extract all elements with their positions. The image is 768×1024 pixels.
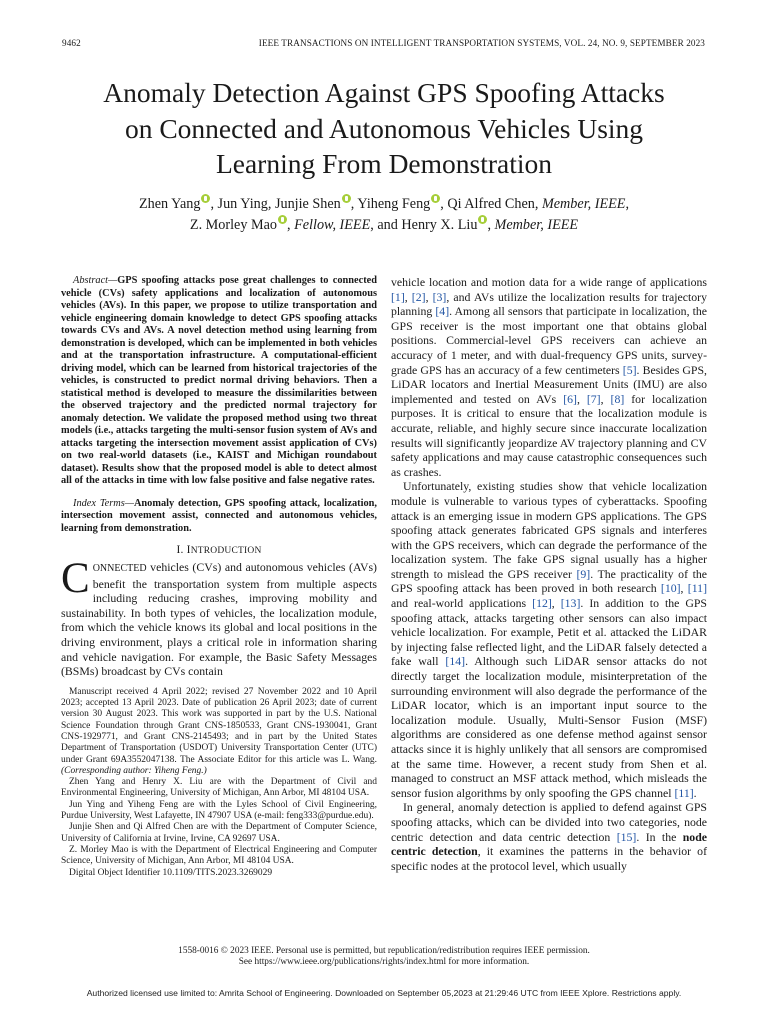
citation-link[interactable]: [1] <box>391 289 405 304</box>
orcid-icon[interactable] <box>201 194 210 203</box>
orcid-icon[interactable] <box>278 215 287 224</box>
citation-link[interactable]: [9] <box>576 566 591 581</box>
abstract <box>61 275 377 488</box>
right-column <box>391 275 707 873</box>
footnotes <box>61 687 377 879</box>
author-name: Junjie Shen <box>274 196 341 212</box>
body-paragraph: Unfortunately, existing studies show that vehicle localization module is vulnerable to various types of cyberattacks. Spoofing attack is an emerging issue in modern GPS applications. The GPS spoofing attack generates fabricated GPS signals and interferes with the GPS receivers, which can degrade the performance of the localization system. The fake GPS signal usually has a higher strength to mislead the GPS receiver [9]. The practicality of the GPS spoofing attack has been proved in both research [10], [11] and real-world applications [12], [13]. In addition to the GPS spoofing attack, attacks targeting other sensors can also impact vehicle localization. For example, Petit et al. attacked the LiDAR by injecting false reflected light, and the LiDAR falsely detected a fake wall [14]. Although such LiDAR sensor attacks do not directly target the localization module, misinterpretation of the surrounding environment will also degrade the performance of the LiDAR locator, which is an important input source to the localization module. Usually, Multi-Sensor Fusion (MSF) algorithms are considered as one defense method against sensor attacks since it is highly unlikely that all sensors are compromised at the same time. However, a recent study from Shen et al. managed to construct an MSF attack method, which misleads the sensor fusion algorithms by only spoofing the GPS channel [11]. <box>391 479 708 800</box>
running-header <box>62 38 705 48</box>
page-number: 9462 <box>62 38 81 48</box>
author-name: Yiheng Feng <box>357 196 431 212</box>
index-terms <box>61 498 377 536</box>
footnote-affiliation: Z. Morley Mao is with the Department of Electrical Engineering and Computer Science, University of Michigan, Ann Arbor, MI 48104 USA. <box>61 844 377 867</box>
author-name: Qi Alfred Chen <box>447 196 535 212</box>
title-line: Learning From Demonstration <box>215 148 553 179</box>
citation-link[interactable]: [11] <box>674 785 694 800</box>
author-membership: Fellow, IEEE <box>294 216 371 233</box>
index-terms-label: Index Terms— <box>73 497 134 509</box>
title-line: Anomaly Detection Against GPS Spoofing Attacks <box>103 77 665 108</box>
citation-link[interactable]: [14] <box>445 654 466 669</box>
citation-link[interactable]: [6] <box>563 391 577 406</box>
body-paragraph: vehicle location and motion data for a wide range of applications [1], [2], [3], and AVs utilize the localization results for trajectory planning [4]. Among all sensors that participate in localization, the GPS receiver is the most important one that obtains global positions. Commercial-level GPS receivers can achieve an accuracy of 1 meter, and with dual-frequency GPS units, survey-grade GPS has an accuracy of a few centimeters [5]. Besides GPS, LiDAR locators and Inertial Measurement Units (IMU) are also implemented and tested on AVs [6], [7], [8] for localization purposes. It is critical to ensure that the localization module is accurate, reliable, and highly secure since inaccurate localization results will significantly jeopardize AV trajectory planning and CV safety applications and may cause catastrophic consequences such as crashes. <box>391 275 708 479</box>
index-terms-text: Anomaly detection, GPS spoofing attack, localization, intersection movement assist, connected and autonomous vehicles, learning from demonstration. <box>61 497 378 534</box>
footnote-affiliation: Junjie Shen and Qi Alfred Chen are with the Department of Computer Science, University of California at Irvine, Irvine, CA 92697 USA. <box>61 822 377 844</box>
citation-link[interactable]: [10] <box>660 581 681 596</box>
citation-link[interactable]: [5] <box>622 362 637 377</box>
footnote-affiliation: Jun Ying and Yiheng Feng are with the Lyles School of Civil Engineering, Purdue University, West Lafayette, IN 47907 USA (e-mail: feng333@purdue.edu). <box>61 799 377 822</box>
orcid-icon[interactable] <box>342 194 351 203</box>
orcid-icon[interactable] <box>478 215 487 224</box>
citation-link[interactable]: [15] <box>616 829 637 844</box>
footnote-affiliation: Zhen Yang and Henry X. Liu are with the Department of Civil and Environmental Engineering, University of Michigan, Ann Arbor, MI 48104 USA. <box>61 777 377 799</box>
footnote-manuscript: Manuscript received 4 April 2022; revised 27 November 2022 and 10 April 2023; accepted 13 April 2023. Date of publication 26 April 2023; date of current version 30 August 2023. This work was supported in part by the U.S. National Science Foundation through Grant CNS-1850533, Grant CNS-1930041, Grant CNS-1929771, and Grant CNS-2145493; and in part by the United States Department of Transportation (USDOT) University Transportation Center (UTC) under Grant 69A3552047138. The Associate Editor for this article was L. Wang. (Corresponding author: Yiheng Feng.) <box>61 686 377 776</box>
citation-link[interactable]: [11] <box>687 581 708 596</box>
drop-cap: C <box>61 555 90 602</box>
citation-link[interactable]: [12] <box>532 596 552 611</box>
author-name: Zhen Yang <box>138 196 201 212</box>
citation-link[interactable]: [7] <box>586 391 601 406</box>
citation-link[interactable]: [2] <box>411 289 426 304</box>
left-column <box>61 275 377 879</box>
section-heading: I. INTRODUCTION <box>176 544 262 556</box>
intro-paragraph: CONNECTED vehicles (CVs) and autonomous vehicles (AVs) benefit the transportation system from multiple aspects including reducing crashes, improving mobility and sustainability. In both types of vehicles, the localization module, from which the vehicle knows its global and local positions in the driving environment, plays a critical role in information sharing and vehicle navigation. For example, the Basic Safety Messages (BSMs) broadcast by CVs contain <box>61 555 377 679</box>
paper-title <box>40 75 728 182</box>
citation-link[interactable]: [4] <box>435 304 450 319</box>
abstract-label: Abstract— <box>73 275 118 286</box>
abstract-text: GPS spoofing attacks pose great challenges to connected vehicle (CVs) safety applications and localization of autonomous vehicles (AVs). In this paper, we propose to utilize transportation and vehicle engineering domain knowledge to detect GPS spoofing attacks towards CVs and AVs. A novel detection method using learning from demonstration is developed, which can be implemented in both vehicles and at the transportation infrastructure. A computational-efficient driving model, which can be learned from historical trajectories of the vehicles, is constructed to predict normal driving behaviors. Then a statistical method is developed to measure the dissimilarities between the observed trajectory and the predicted normal trajectory for anomaly detection. We validate the proposed method using two threat models (i.e., attacks targeting the multi-sensor fusion system of AVs and attacks targeting the intersection movement assist application of CVs) on two real-world datasets (i.e., KAIST and Michigan roundabout dataset). Results show that the proposed model is able to detect almost all of the attacks in time with low false positive and false negative rates. <box>61 275 377 486</box>
author-list: Zhen Yang , Jun Ying, Junjie Shen , Yiheng Feng , Qi Alfred Chen, Member, IEEE, Z. Morley Mao , Fellow, IEEE, and Henry X. Liu , Member, IEEE <box>138 196 630 233</box>
author-name: Jun Ying <box>217 196 268 212</box>
citation-link[interactable]: [13] <box>560 596 581 611</box>
footnote-doi: Digital Object Identifier 10.1109/TITS.2023.3269029 <box>69 867 273 878</box>
author-name: Henry X. Liu <box>401 216 478 233</box>
license-footer: Authorized licensed use limited to: Amrita School of Engineering. Downloaded on September 05,2023 at 21:29:46 UTC from IEEE Xplore. Restrictions apply. <box>86 988 682 998</box>
orcid-icon[interactable] <box>431 194 440 203</box>
author-membership: Member, IEEE <box>494 216 579 233</box>
journal-name: IEEE TRANSACTIONS ON INTELLIGENT TRANSPORTATION SYSTEMS, VOL. 24, NO. 9, SEPTEMBER 2023 <box>258 38 705 48</box>
citation-link[interactable]: [8] <box>610 391 625 406</box>
author-membership: Member, IEEE <box>541 196 626 212</box>
title-line: on Connected and Autonomous Vehicles Using <box>124 112 644 144</box>
bold-term: node centric detection <box>391 829 707 859</box>
copyright-notice: 1558-0016 © 2023 IEEE. Personal use is permitted, but republication/redistribution requires IEEE permission. See https://www.ieee.org/publications/rights/index.html for more information. <box>178 946 590 968</box>
body-paragraph: In general, anomaly detection is applied to defend against GPS spoofing attacks, which can be divided into two categories, node centric detection and data centric detection [15]. In the node centric detection, it examines the patterns in the behavior of specific nodes at the protocol level, which usually <box>391 800 707 873</box>
author-name: Z. Morley Mao <box>189 216 277 233</box>
first-word: ONNECTED <box>92 563 147 574</box>
citation-link[interactable]: [3] <box>432 289 447 304</box>
